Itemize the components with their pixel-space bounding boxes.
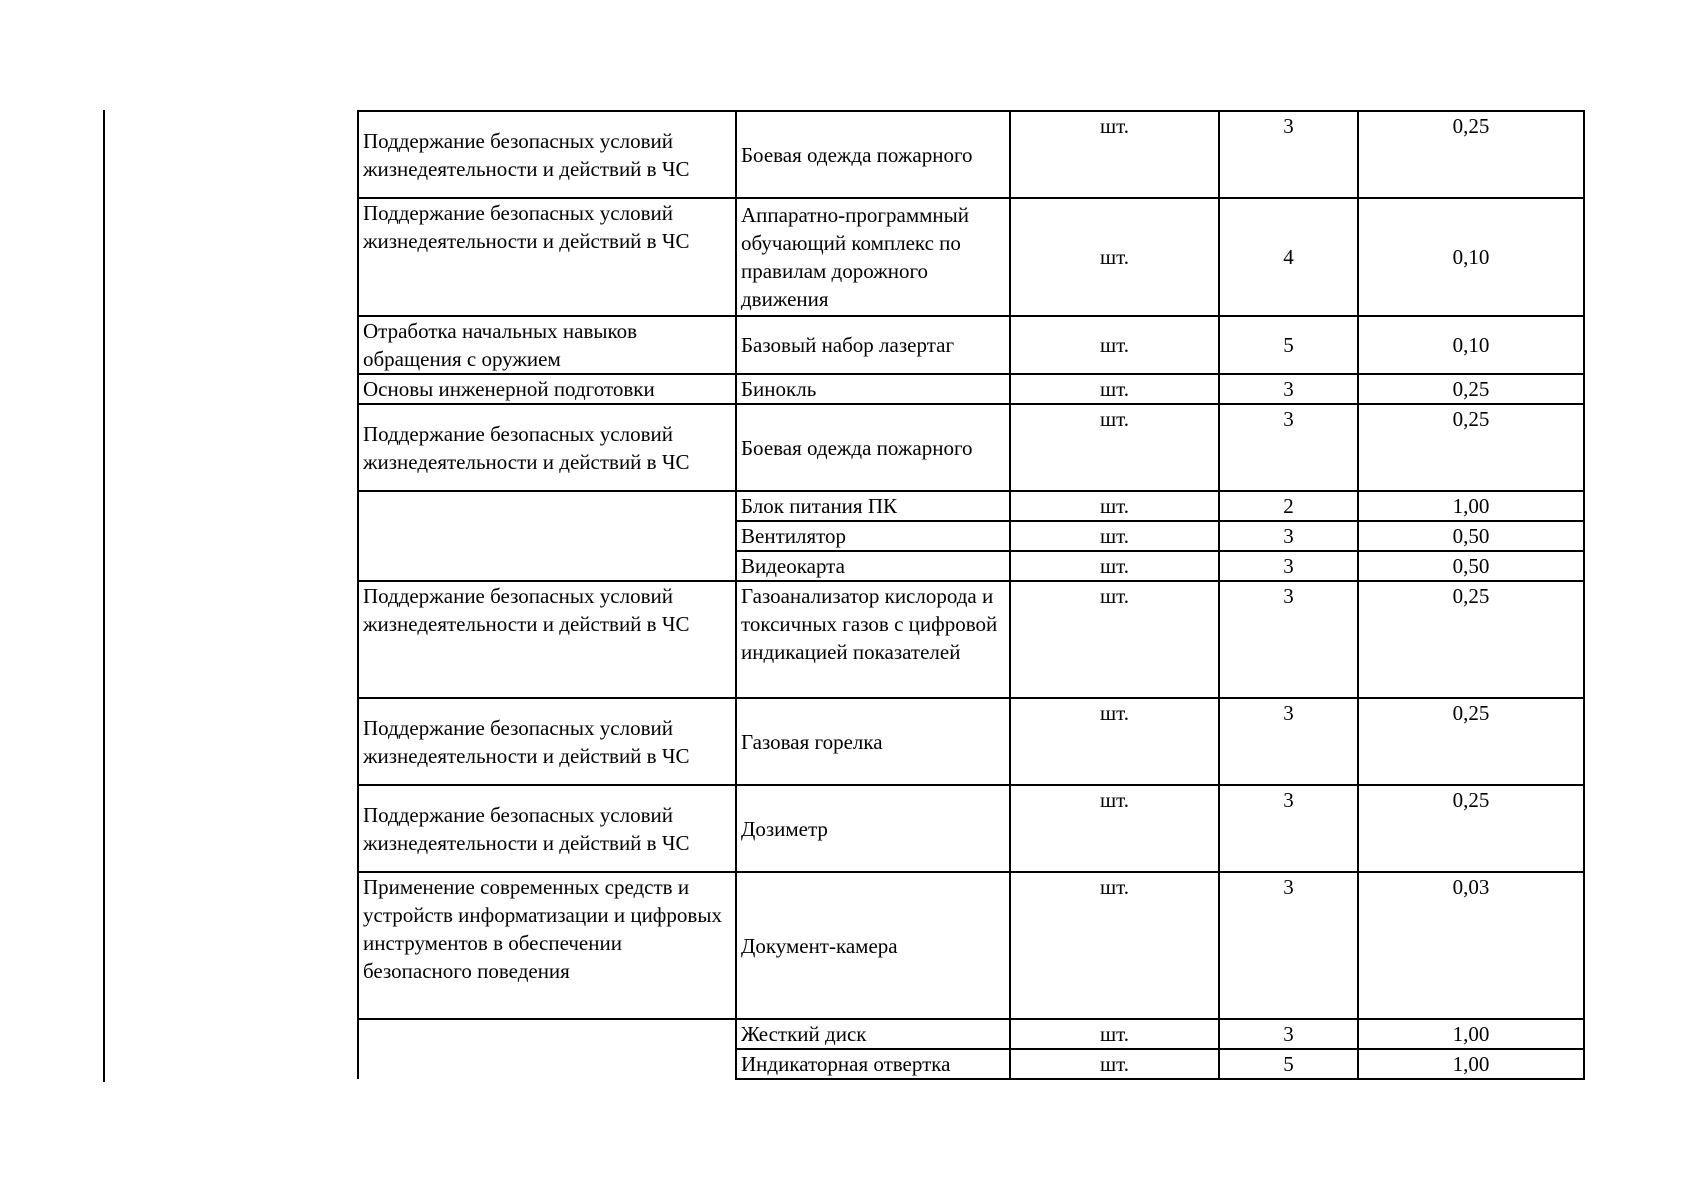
quantity-cell: 4 (1219, 198, 1358, 316)
item-cell: Боевая одежда пожарного (736, 111, 1010, 198)
table-row (358, 111, 1584, 198)
item-cell: Газоанализатор кислорода и токсичных газов с цифровой индикацией показателей (736, 581, 1010, 698)
quantity-cell: 3 (1219, 581, 1358, 698)
table-row (358, 404, 1584, 491)
item-cell: Аппаратно-программный обучающий комплекс по правилам дорожного движения (736, 198, 1010, 316)
coefficient-cell: 1,00 (1358, 491, 1584, 521)
unit-cell: шт. (1010, 581, 1219, 698)
coefficient-cell: 0,50 (1358, 521, 1584, 551)
item-cell: Документ-камера (736, 872, 1010, 1019)
coefficient-cell: 0,10 (1358, 198, 1584, 316)
discipline-cell: Поддержание безопасных условий жизнедеятельности и действий в ЧС (358, 785, 736, 872)
unit-cell: шт. (1010, 1049, 1219, 1079)
unit-cell: шт. (1010, 785, 1219, 872)
discipline-cell (358, 1019, 736, 1079)
unit-cell: шт. (1010, 551, 1219, 581)
discipline-cell: Поддержание безопасных условий жизнедеятельности и действий в ЧС (358, 198, 736, 316)
quantity-cell: 3 (1219, 872, 1358, 1019)
quantity-cell: 3 (1219, 111, 1358, 198)
unit-cell: шт. (1010, 404, 1219, 491)
coefficient-cell: 1,00 (1358, 1049, 1584, 1079)
table-row (358, 198, 1584, 316)
unit-cell: шт. (1010, 374, 1219, 404)
discipline-cell: Поддержание безопасных условий жизнедеятельности и действий в ЧС (358, 111, 736, 198)
coefficient-cell: 0,03 (1358, 872, 1584, 1019)
coefficient-cell: 0,25 (1358, 374, 1584, 404)
coefficient-cell: 0,25 (1358, 404, 1584, 491)
quantity-cell: 5 (1219, 1049, 1358, 1079)
left-margin-rule (103, 110, 105, 1082)
unit-cell: шт. (1010, 198, 1219, 316)
coefficient-cell: 0,10 (1358, 316, 1584, 374)
quantity-cell: 3 (1219, 698, 1358, 785)
coefficient-cell: 0,25 (1358, 785, 1584, 872)
coefficient-cell: 0,50 (1358, 551, 1584, 581)
coefficient-cell: 0,25 (1358, 581, 1584, 698)
item-cell: Газовая горелка (736, 698, 1010, 785)
item-cell: Блок питания ПК (736, 491, 1010, 521)
table-row (358, 374, 1584, 404)
table-row (358, 785, 1584, 872)
item-cell: Дозиметр (736, 785, 1010, 872)
table-row (358, 698, 1584, 785)
quantity-cell: 3 (1219, 785, 1358, 872)
discipline-cell: Поддержание безопасных условий жизнедеятельности и действий в ЧС (358, 581, 736, 698)
coefficient-cell: 0,25 (1358, 111, 1584, 198)
quantity-cell: 3 (1219, 551, 1358, 581)
discipline-cell: Применение современных средств и устройств информатизации и цифровых инструментов в обеспечении безопасного поведения (358, 872, 736, 1019)
coefficient-cell: 1,00 (1358, 1019, 1584, 1049)
quantity-cell: 3 (1219, 521, 1358, 551)
item-cell: Боевая одежда пожарного (736, 404, 1010, 491)
discipline-cell: Поддержание безопасных условий жизнедеятельности и действий в ЧС (358, 698, 736, 785)
unit-cell: шт. (1010, 872, 1219, 1019)
discipline-cell: Основы инженерной подготовки (358, 374, 736, 404)
item-cell: Жесткий диск (736, 1019, 1010, 1049)
item-cell: Бинокль (736, 374, 1010, 404)
item-cell: Видеокарта (736, 551, 1010, 581)
coefficient-cell: 0,25 (1358, 698, 1584, 785)
unit-cell: шт. (1010, 316, 1219, 374)
quantity-cell: 3 (1219, 374, 1358, 404)
table-row (358, 1019, 1584, 1049)
table-row (358, 491, 1584, 521)
quantity-cell: 3 (1219, 1019, 1358, 1049)
quantity-cell: 2 (1219, 491, 1358, 521)
discipline-cell: Отработка начальных навыков обращения с оружием (358, 316, 736, 374)
table-row (358, 581, 1584, 698)
unit-cell: шт. (1010, 698, 1219, 785)
discipline-cell: Поддержание безопасных условий жизнедеятельности и действий в ЧС (358, 404, 736, 491)
unit-cell: шт. (1010, 111, 1219, 198)
unit-cell: шт. (1010, 491, 1219, 521)
quantity-cell: 3 (1219, 404, 1358, 491)
unit-cell: шт. (1010, 1019, 1219, 1049)
item-cell: Базовый набор лазертаг (736, 316, 1010, 374)
discipline-cell (358, 491, 736, 581)
table-row (358, 872, 1584, 1019)
table-row (358, 316, 1584, 374)
item-cell: Индикаторная отвертка (736, 1049, 1010, 1079)
quantity-cell: 5 (1219, 316, 1358, 374)
unit-cell: шт. (1010, 521, 1219, 551)
item-cell: Вентилятор (736, 521, 1010, 551)
equipment-table (357, 110, 1585, 1080)
